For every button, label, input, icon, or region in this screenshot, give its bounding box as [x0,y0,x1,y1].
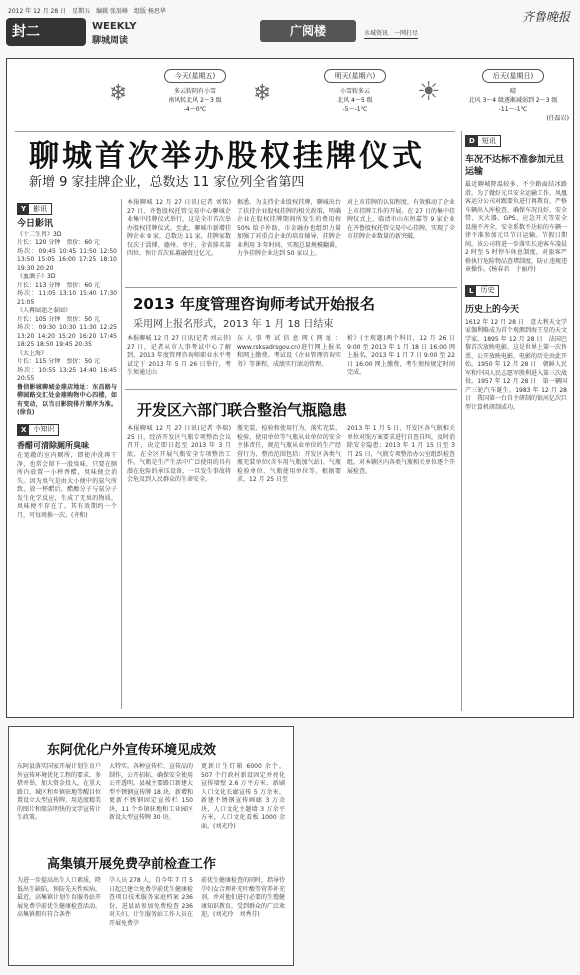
weather-day-after-line2: 北风 3～4 级逐渐减弱到 2～3 级 [468,97,558,104]
dateline: 2012 年 12 月 28 日 星期五 编辑 张辰峰 组版 杨思华 [8,8,166,15]
short-news-title: 车况不达标不准参加元旦运输 [465,155,565,177]
weather-day-after-line1: 晴 [509,88,516,95]
knowledge-body: 在宽敞的室内厕所，即使冲洗再干净，也常会留下一股臭味，只要在厕所内放置一小杯香醋，臭味便会消失。因为臭气是由大小便中的氨气所致，放一杯醋后，醋酸分子与氨分子发生化学反应，生成了无臭的物质，臭味便不存在了。其有效期约一个月，可每周换一次。(齐和) [17,452,117,519]
history-tag-text: 历史 [480,286,495,295]
knowledge-tag [17,424,59,436]
snow-cloud-icon: ❄ [253,81,272,106]
story2-col-1: 本报聊城 12 月 27 日讯(记者 刘云菲) 27 日，记者从市人事考试中心了解到，2013 年度管理咨询师职业水平考试定于 2013 年 5 月 26 日举行，考生须通过山 [127,335,231,376]
masthead [6,18,574,48]
story2-col-2: 东人事考试信息网(网址：www.rsksadrsgov.cn)进行网上报名和网上缴费。考试设《企业管理咨询实务》等课程，成绩实行滚动管理。 [237,335,341,368]
weather-day-after-line3: -11～-1℃ [498,106,528,113]
story3-col-2: 瓶充装、检验和使用行为，落实充装、检验、使用单位等气瓶从业单位的安全主体责任，规范气瓶从业单位的生产经营行为，整治范围包括：开发区各类气瓶充装单位(含车用气瓶加气站)、气瓶检验单位、气瓶使用单位等。根据要求，12 月 25 日至 [237,425,341,483]
knowledge-title: 香醋可清除厕所臭味 [17,440,89,450]
lead-col-1: 本报聊城 12 月 27 日讯(记者 刘铭) 27 日，齐鲁股权托管交易中心聊城企业集中挂牌仪式举行，这是全市首次举办股权挂牌仪式。至此，聊城市新增挂牌企业 9 家，总数达 11 家，挂牌家数仅次于淄博、德州、枣庄，全省排名第四位，预计首次私募融资过亿元。 [127,199,231,257]
film-line: 《十二生肖》3D [17,230,62,238]
lower1-headline: 东阿优化户外宣传环境见成效 [47,743,217,758]
lower1-col-3: 更新计生灯箱 6000 余个，507 个行政村新设固定并亮化宣传墙壁 2.6 万平方米，新刷人口文化长廊宣传 5 万余米，新建不锈钢宣传画廊 3 万余块，人口文化主题墙 3 万余平方米，人口文化看板 1000 余面。(刘光玲) [201,763,285,830]
weather-tomorrow-line2: 北风 4～5 级 [337,97,373,104]
story3-col-1: 本报聊城 12 月 27 日讯(记者 李瑞) 25 日，经济开发区气瓶专项整治会议召开，决定即日起至 2013 年 3 月底，在全区开展气瓶安全专项整治工作。气瓶是生产生活中广泛使用的具有潜在危险的承压设备，一旦发生事故将会危及到人民群众的生命安全。 [127,425,231,483]
film-column [17,203,117,520]
film-line: 片长：105 分钟 票价：50 元 [17,315,100,323]
film-title: 今日影讯 [17,219,54,229]
history-body: 1612 年 12 月 28 日 意大利天文学家伽利略成为首个观测到海王星的天文学家。1895 年 12 月 28 日 法国巴黎首次放映电影，这是世界上第一次售票、公开放映电影，电影的历史由此开始。1950 年 12 月 28 日 朝鲜人民军和中国人民志愿军胜利进入第三次战役。1957 年 12 月 28 日 第一辆国产三轮汽车诞生。1983 年 12 月 28 日 我国第一台自主研制的银河亿次巨型计算机研制成功。 [465,318,568,411]
section-tab-subtitle: 水城资讯 一网打尽 [364,30,419,37]
rule [125,389,457,390]
column-rule [121,199,122,709]
knowledge-tag-letter: X [18,424,29,436]
weather-strip [13,61,569,129]
film-line: 场次：10:55 13:25 14:40 16:45 20:55 [17,366,117,382]
section-tab: 广阅楼 [260,20,356,42]
lead-headline: 聊城首次举办股权挂牌仪式 [29,139,425,174]
film-line: 《血滴子》3D [17,273,56,280]
history-tag [465,285,499,297]
story2-col-3: 析》(主观题)两个科目，12 月 26 日 9:00 至 2013 年 1 月 18 日 16:00 网上报名，2013 年 1 月 7 日 9:00 至 22 日 16:00 网上缴费，考生须按规定时间完成。 [347,335,455,376]
weather-tomorrow-line3: -5～-1℃ [342,106,368,113]
right-column [465,135,567,412]
story3-headline: 开发区六部门联合整治气瓶隐患 [137,401,348,419]
weather-day-after-label: 后天(星期日) [482,69,544,83]
film-note: 鲁信影城聊城金鼎店地址：东昌路与柳园路交汇处金鼎购物中心四楼，如有变动，以当日影院排片顺序为准。(徐良) [17,383,117,416]
weather-today-label: 今天(星期五) [164,69,226,83]
film-line: 片长：115 分钟 票价：50 元 [17,358,100,365]
short-news-tag [465,135,501,147]
weekly-en: WEEKLY [92,21,137,32]
weather-today-line2: 南风转北风 2～3 级 [168,97,222,104]
short-news-tag-text: 短讯 [481,136,496,145]
film-tag-text: 影讯 [33,204,48,213]
film-line: 场次：09:45 10:45 11:50 12:50 13:50 15:05 16:00 17:25 18:10 19:30 20:20 [17,247,117,272]
film-line: 片长：120 分钟 票价：60 元 [17,239,100,246]
weekly-cn: 聊城周读 [92,36,129,46]
weather-tomorrow-label: 明天(星期六) [324,69,386,83]
film-line: 《人再囧途之泰囧》 [17,307,72,314]
film-line: 场次：11:05 13:10 15:40 17:30 21:05 [17,290,117,306]
section-badge: 封二 [6,18,86,46]
column-rule [461,131,462,711]
film-lines [17,231,117,418]
weather-today-line3: -4～0℃ [183,106,207,113]
lead-col-3: 对上市挂牌的认知程度，有效推动了企业上市挂牌工作的开展。在 27 日的集中挂牌仪式上，临清市山东恒嘉等 9 家企业在齐鲁股权托管交易中心挂牌，实现了全市挂牌企业数量的新突破。 [347,199,456,240]
lower1-col-1: 东阿县落实国家开展计划生育户外宣传环境优化工程的要求，多措并举，加大资金投入，在重大路口、城区和乡镇驻地等醒目位置设立大型宣传牌，用适度精美的图片和简洁明快的文字宣传计生政策。 [17,763,102,821]
sun-icon: ☀ [417,77,441,107]
lower2-col-1: 为进一步提高出生人口素质，降低出生缺陷，预防先天性疾病，最近，高集镇计划生育服务站开展免费孕前优生健康检查活动。高集镇拥有符合条件 [17,877,102,918]
story2-headline: 2013 年度管理咨询师考试开始报名 [133,295,375,313]
film-tag [17,203,52,215]
weather-today [145,69,245,113]
short-news-body: 最近聊城降温较多，不少路面结冰路滑，为了做好元旦安全运输工作，凤凰客运分公司对跟要负进行再教育，严格车辆出入库检查，确保车况良好、安全带、灭火器、GPS、应急开关等安全设施不齐全，安全系数不达标的车辆一律不准参加元旦节日运输。节假日期间，该公司将进一步落实长途客车凌晨 2 时至 5 时停车休息制度，对旅客严格执行危险物品查堵制度，防止违规违章操作。(杨春君 于丽玲) [465,181,568,273]
lower2-headline: 高集镇开展免费孕前检查工作 [47,857,217,872]
knowledge-tag-text: 小知识 [33,425,55,434]
weather-tomorrow-line1: 小雪转多云 [339,88,370,95]
lead-subhead: 新增 9 家挂牌企业，总数达 11 家位列全省第四 [29,175,305,190]
story3-col-3: 2013 年 1 月 5 日，开发区各气瓶相关单位对照方案要求进行自查自纠，及时消除安全隐患；2013 年 1 月 15 日至 3 月 25 日，气瓶专项整治办公室组织检查组，对本辖区内各类气瓶相关单位逐个开展检查。 [347,425,456,475]
history-tag-letter: L [466,285,476,297]
film-line: 《大上海》 [17,349,48,357]
lower2-col-3: 前优生健康检查的同时，指导待孕妇女合理补充叶酸等营养补充剂，并对他们进行必要的生殖健康知识教育，受到群众的广泛欢迎。(刘光玲 刘秀芬) [201,877,286,918]
weather-day-after-line4: (任磊岩) [546,115,569,122]
lower2-col-2: 孕人员 278 人，自今年 7 月 5 日起已建立免费孕前优生健康检查项目技术服务家庭档案 236 份，进县站参加免费检查 236 对夫妇，计生服务站工作人员在开展免费孕 [109,877,194,927]
brand-logo: 齐鲁晚报 [521,10,570,24]
history-title: 历史上的今天 [465,304,520,315]
weather-day-after [457,69,569,122]
main-frame [6,58,574,718]
film-line: 场次：09:30 10:30 11:30 12:25 13:20 14:20 15:20 16:20 17:45 18:25 18:50 19:45 20:35 [17,324,117,348]
lower1-col-2: 大特实。各种宣传栏、宣传品的制作，公开招标，确保安全使用公开透明。县城主要路口新建大型不锈钢宣传牌 18 块，新增和更新不锈钢固定宣传栏 150 块，11 个乡镇驻地和工业园区新设大型宣传牌 30 块。 [109,763,194,821]
story2-subhead: 采用网上报名形式，2013 年 1 月 18 日结束 [133,319,334,330]
rule [125,287,457,288]
short-news-tag-letter: D [466,135,478,147]
weather-today-line1: 多云转阴有小雪 [173,88,216,95]
film-tag-letter: Y [18,203,29,215]
lead-col-2: 据悉，为支持企业股权挂牌，聊城出台了扶持企业股权挂牌的相关政策，明确企业在股权挂牌期间所发生的费用按 50% 给予补助，市金融办也组织力量加强了对重点企业的培育辅导，挂牌企业利用 3 年时间，实现总量规模翻番，力争挂牌企业达到 50 家以上。 [237,199,341,257]
snow-cloud-icon: ❄ [109,81,128,106]
film-line: 片长：113 分钟 票价：60 元 [17,281,100,289]
lower-box [8,726,294,966]
weather-tomorrow [305,69,405,113]
